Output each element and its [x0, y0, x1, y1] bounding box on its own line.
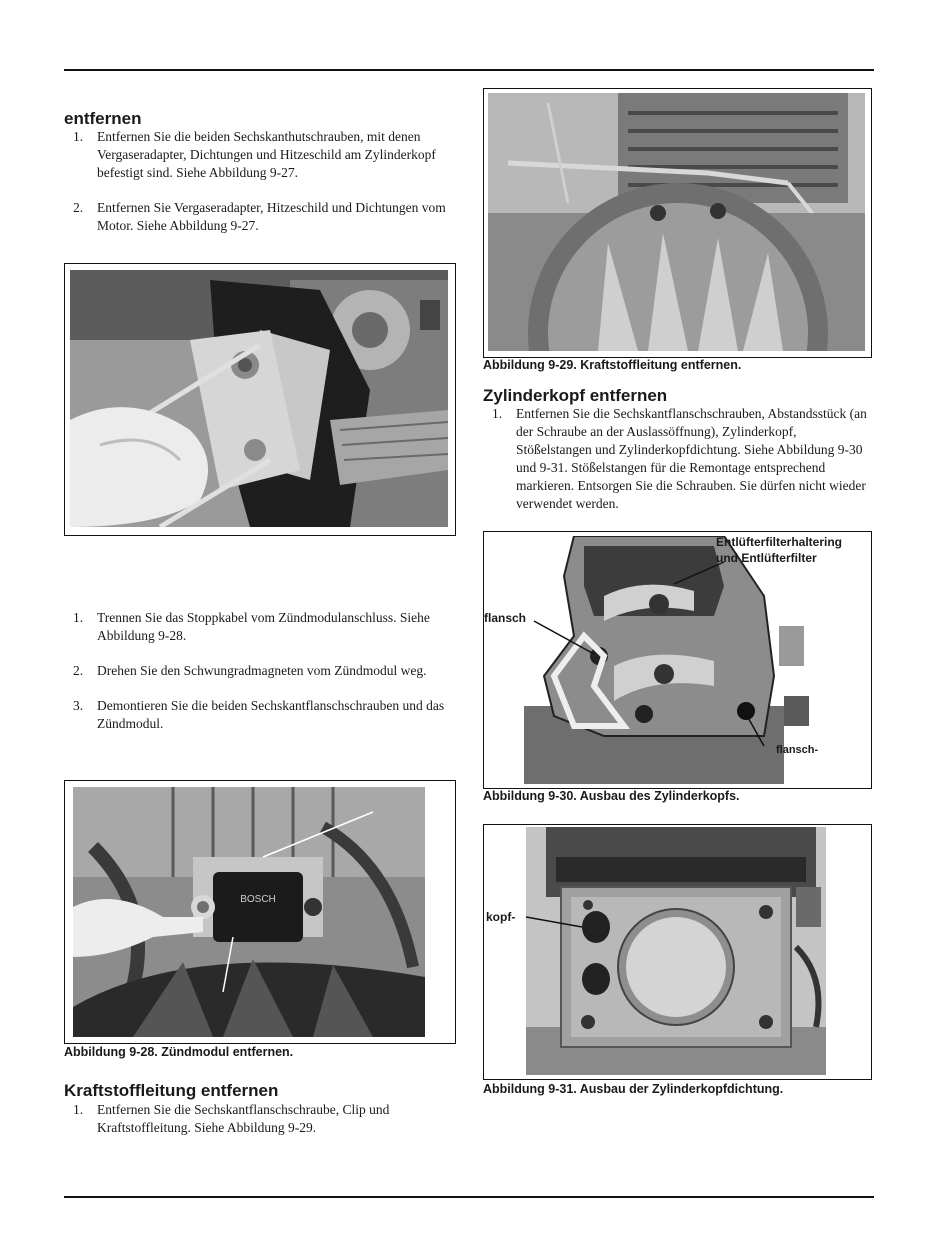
- ignition-module-photo: [73, 787, 425, 1037]
- vergaser-heading: entfernen: [64, 109, 142, 128]
- top-rule: [64, 69, 874, 71]
- figure-9-30-caption: Abbildung 9-30. Ausbau des Zylinderkopfs.: [483, 789, 740, 803]
- callout-flange-bottom: flansch-: [776, 744, 819, 756]
- kraftstoff-heading: Kraftstoffleitung entfernen: [64, 1081, 279, 1100]
- callout-breather-filter: Entlüfterfilterhaltering und Entlüfterfilter: [716, 535, 843, 565]
- list-item: 1. Trennen Sie das Stoppkabel vom Zündmodulanschluss. Siehe Abbildung 9-28.: [73, 610, 430, 643]
- carburetor-adapter-photo: [70, 270, 448, 527]
- figure-9-27: [64, 263, 456, 536]
- module-label: BOSCH: [240, 894, 276, 905]
- figure-9-31: [483, 824, 872, 1080]
- list-item: 1. Entfernen Sie die Sechskantflanschschrauben, Abstandsstück (an der Schraube an der Auslassöffnung), Zylinderkopf, Stößelstangen und Zylinderkopfdichtung. Siehe Abbildung 9-30 und 9-31. Stößelstangen für die Remontage entsprechend markieren. Entsorgen Sie die Schrauben. Sie dürfen nicht wieder verwendet werden.: [492, 406, 867, 511]
- figure-9-28: [64, 780, 456, 1044]
- figure-9-29-caption: Abbildung 9-29. Kraftstoffleitung entfernen.: [483, 358, 742, 372]
- vergaser-steps: [64, 128, 464, 252]
- figure-9-29: [483, 88, 872, 358]
- callout-head: kopf-: [486, 910, 516, 924]
- callout-flange-left: flansch: [484, 611, 527, 625]
- zylinderkopf-steps: [483, 405, 868, 513]
- list-item: 3. Demontieren Sie die beiden Sechskantflanschschrauben und das Zündmodul.: [73, 698, 445, 731]
- head-gasket-photo: [526, 827, 826, 1075]
- figure-9-31-caption: Abbildung 9-31. Ausbau der Zylinderkopfdichtung.: [483, 1082, 784, 1096]
- list-item: 1. Entfernen Sie die Sechskantflanschschraube, Clip und Kraftstoffleitung. Siehe Abbildung 9-29.: [73, 1102, 390, 1135]
- bottom-rule: [64, 1196, 874, 1198]
- list-item: 1. Entfernen Sie die beiden Sechskanthutschrauben, mit denen Vergaseradapter, Dichtungen und Hitzeschild am Zylinderkopf befestigt sind. Siehe Abbildung 9-27.: [73, 129, 436, 180]
- fuel-line-photo: [488, 93, 865, 351]
- figure-9-28-caption: Abbildung 9-28. Zündmodul entfernen.: [64, 1045, 294, 1059]
- kraftstoff-steps: [64, 1101, 464, 1137]
- zylinderkopf-heading: Zylinderkopf entfernen: [483, 386, 668, 405]
- cylinder-head-photo: [514, 536, 814, 784]
- list-item: 2. Entfernen Sie Vergaseradapter, Hitzeschild und Dichtungen vom Motor. Siehe Abbildung 9-27.: [73, 200, 446, 233]
- figure-9-30: [483, 531, 872, 789]
- list-item: 2. Drehen Sie den Schwungradmagneten vom Zündmodul weg.: [73, 663, 427, 678]
- zuendmodul-steps: [64, 609, 464, 750]
